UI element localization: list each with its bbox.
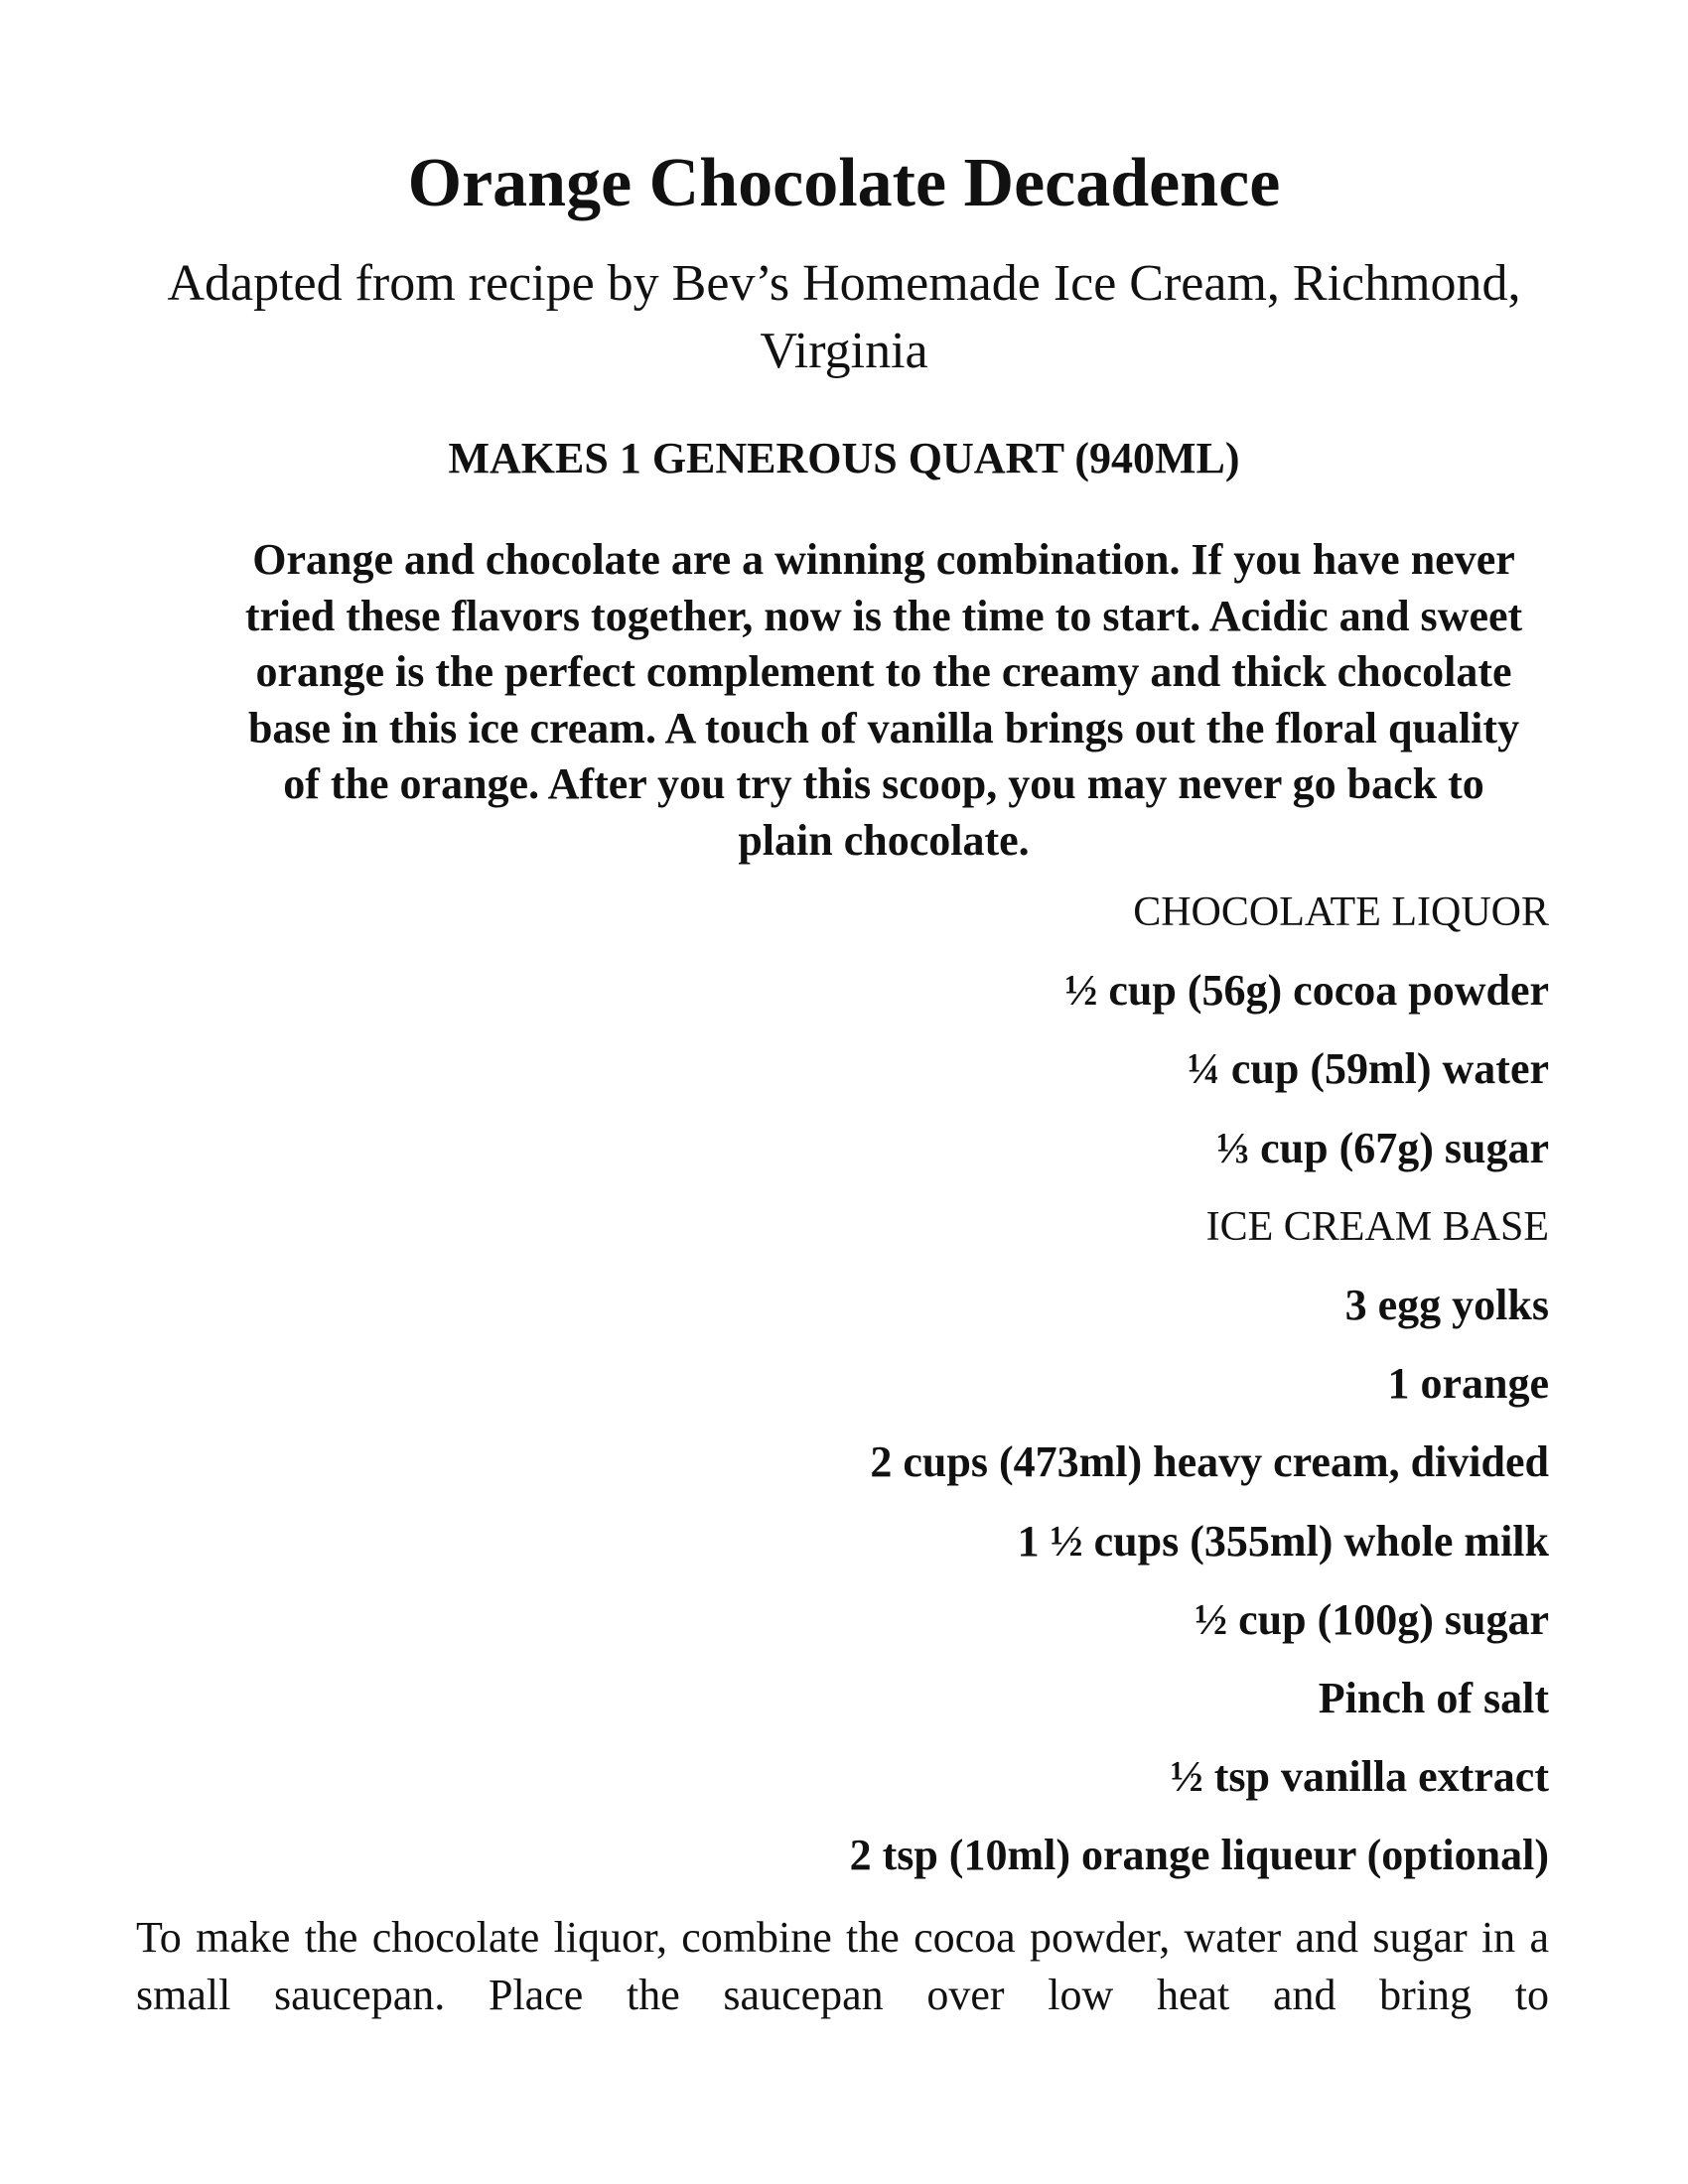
ingredient-item: ½ cup (100g) sugar <box>1195 1594 1549 1644</box>
ingredient-item: ⅓ cup (67g) sugar <box>1216 1123 1549 1172</box>
recipe-intro: Orange and chocolate are a winning combination. If you have never tried these flavors together, now is the time to start. Acidic and sweet orange is the perfect complement to the creamy and thick chocolate base in this ice cream. A touch of vanilla brings out the floral quality of the orange. After you try this scoop, you may never go back to plain chocolate. <box>244 535 1523 865</box>
ingredient-item: ½ cup (56g) cocoa powder <box>1064 966 1549 1016</box>
section-heading-ice-cream-base: ICE CREAM BASE <box>1205 1203 1549 1250</box>
recipe-title: Orange Chocolate Decadence <box>407 145 1281 221</box>
ingredient-item: Pinch of salt <box>1318 1673 1549 1722</box>
recipe-yield: MAKES 1 GENEROUS QUART (940ML) <box>448 434 1240 482</box>
ingredient-item: 2 cups (473ml) heavy cream, divided <box>870 1437 1549 1487</box>
method-paragraph: To make the chocolate liquor, combine the cocoa powder, water and sugar in a small saucepan. Place the saucepan over low heat and bring to <box>136 1913 1549 2019</box>
recipe-attribution: Adapted from recipe by Bev’s Homemade Ice Cream, Richmond, Virginia <box>167 255 1521 379</box>
ingredient-item: 2 tsp (10ml) orange liqueur (optional) <box>849 1831 1549 1880</box>
ingredient-item: ¼ cup (59ml) water <box>1187 1044 1549 1094</box>
ingredient-item: 3 egg yolks <box>1344 1280 1549 1329</box>
ingredient-item: 1 ½ cups (355ml) whole milk <box>1017 1516 1549 1566</box>
section-heading-chocolate-liquor: CHOCOLATE LIQUOR <box>1133 889 1549 935</box>
ingredient-item: ½ tsp vanilla extract <box>1170 1752 1549 1802</box>
ingredient-list <box>357 884 1549 1905</box>
ingredient-item: 1 orange <box>1387 1359 1549 1409</box>
